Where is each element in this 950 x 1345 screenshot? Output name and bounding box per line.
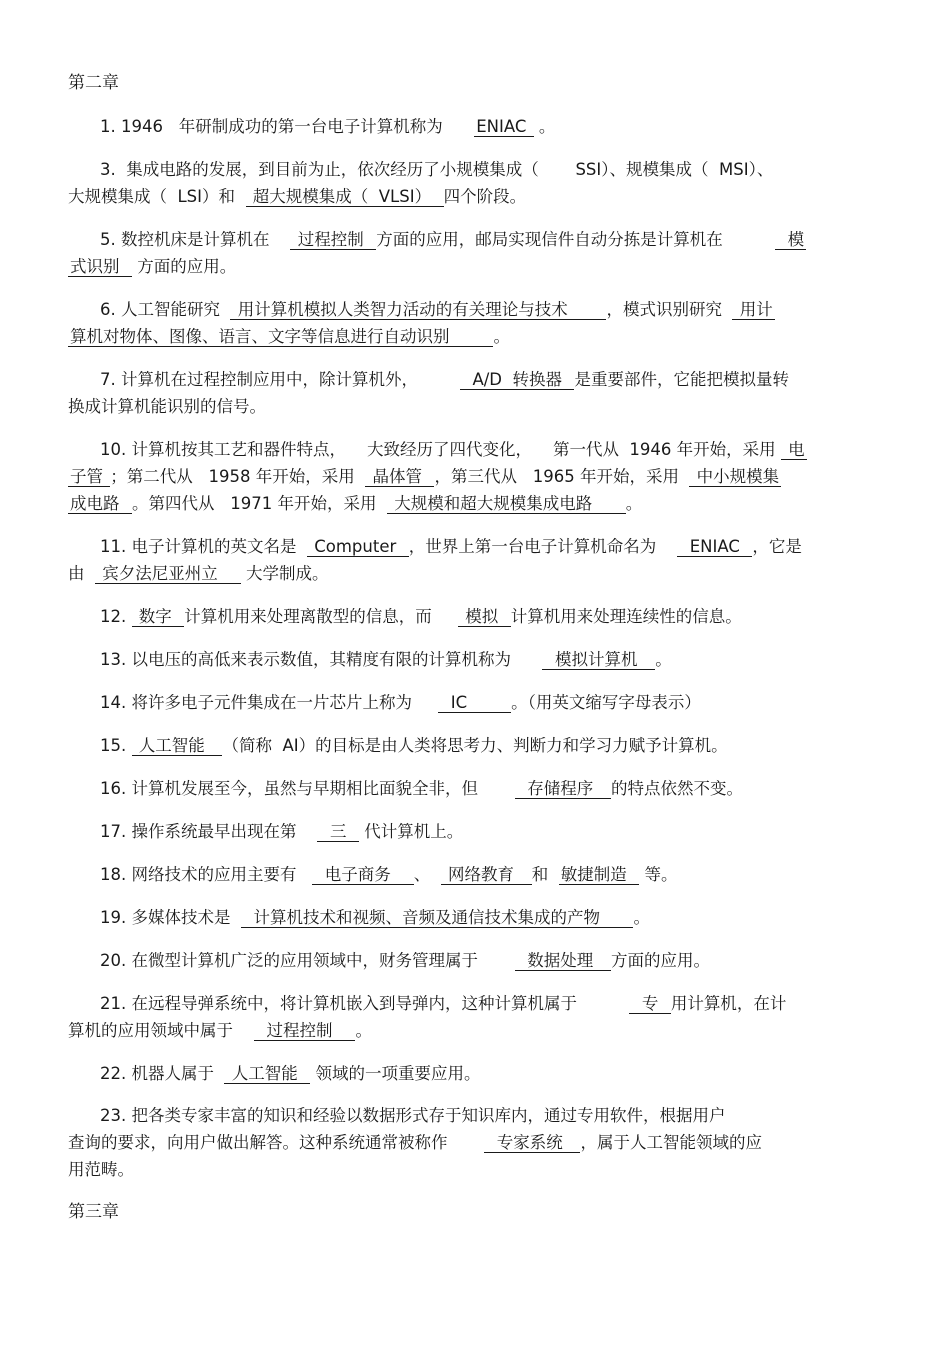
answer-blank: IC bbox=[440, 693, 510, 712]
question-text: 20. 在微型计算机广泛的应用领域中，财务管理属于 bbox=[100, 951, 515, 970]
answer-blank: 用计 bbox=[734, 300, 773, 319]
question-line bbox=[100, 693, 701, 713]
answer-blank: 成电路 bbox=[70, 494, 130, 513]
answer-blank: 人工智能 bbox=[226, 1064, 309, 1083]
question-text: 11. 电子计算机的英文名是 bbox=[100, 537, 307, 556]
question-line bbox=[100, 994, 786, 1014]
question-text: 17. 操作系统最早出现在第 bbox=[100, 822, 318, 841]
question-text: ，世界上第一台电子计算机命名为 bbox=[408, 537, 678, 556]
question-text: 1. 1946 年研制成功的第一台电子计算机称为 bbox=[100, 117, 475, 136]
question-line bbox=[68, 467, 781, 487]
question-text: 方面的应用。 bbox=[610, 951, 710, 970]
answer-blank: 模拟计算机 bbox=[544, 650, 654, 669]
answer-blank: 过程控制 bbox=[292, 230, 375, 249]
question-line bbox=[100, 230, 806, 250]
question-text: ，模式识别研究 bbox=[606, 300, 733, 319]
question-line bbox=[68, 397, 266, 417]
question-line bbox=[100, 951, 710, 971]
question-line bbox=[68, 564, 328, 584]
question-text: 7. 计算机在过程控制应用中，除计算机外， bbox=[100, 370, 460, 389]
answer-blank: 电 bbox=[782, 440, 805, 459]
answer-blank: 计算机技术和视频、音频及通信技术集成的产物 bbox=[242, 908, 632, 927]
question-text: 代计算机上。 bbox=[358, 822, 464, 841]
question-text: 。（用英文缩写字母表示） bbox=[511, 693, 701, 712]
question-text: 计算机用来处理连续性的信息。 bbox=[510, 607, 742, 626]
question-line bbox=[100, 1064, 480, 1084]
answer-blank: 数据处理 bbox=[516, 951, 609, 970]
answer-blank: 专 bbox=[631, 994, 669, 1013]
answer-blank: ENIAC bbox=[679, 537, 751, 556]
question-line bbox=[100, 300, 775, 320]
question-text: 。 bbox=[493, 327, 510, 346]
question-text: 6. 人工智能研究 bbox=[100, 300, 231, 319]
question-text: 方面的应用。 bbox=[132, 257, 237, 276]
question-text: 由 bbox=[68, 564, 95, 583]
answer-blank: 电子商务 bbox=[314, 865, 412, 884]
answer-blank: 专家系统 bbox=[486, 1133, 579, 1152]
question-line bbox=[100, 117, 555, 137]
answer-blank: 算机对物体、图像、语言、文字等信息进行自动识别 bbox=[70, 327, 492, 346]
answer-blank: 模拟 bbox=[459, 607, 509, 626]
question-text: 23. 把各类专家丰富的知识和经验以数据形式存于知识库内，通过专用软件，根据用户 bbox=[100, 1106, 726, 1125]
question-line bbox=[100, 736, 728, 756]
question-text: 14. 将许多电子元件集成在一片芯片上称为 bbox=[100, 693, 439, 712]
question-line bbox=[100, 160, 773, 180]
question-text: 22. 机器人属于 bbox=[100, 1064, 225, 1083]
answer-blank: 敏捷制造 bbox=[560, 865, 638, 884]
question-line bbox=[68, 1133, 762, 1153]
answer-blank: 网络教育 bbox=[442, 865, 530, 884]
question-text: 、 bbox=[413, 865, 441, 884]
question-line bbox=[68, 257, 236, 277]
question-text: 13. 以电压的高低来表示数值，其精度有限的计算机称为 bbox=[100, 650, 543, 669]
answer-blank: 过程控制 bbox=[255, 1021, 354, 1040]
question-text: 换成计算机能识别的信号。 bbox=[68, 397, 266, 416]
question-line bbox=[100, 779, 743, 799]
answer-blank: 晶体管 bbox=[367, 467, 433, 486]
answer-blank: 三 bbox=[319, 822, 357, 841]
chapter-heading: 第三章 bbox=[68, 1202, 119, 1222]
question-text: 用计算机，在计 bbox=[670, 994, 787, 1013]
question-text: 是重要部件，它能把模拟量转 bbox=[574, 370, 789, 389]
answer-blank: 超大规模集成（ VLSI） bbox=[247, 187, 442, 206]
question-text: 。 bbox=[533, 117, 556, 136]
question-text: 大规模集成（ LSI）和 bbox=[68, 187, 246, 206]
question-text: 查询的要求，向用户做出解答。这种系统通常被称作 bbox=[68, 1133, 485, 1152]
question-line bbox=[100, 908, 650, 928]
question-text: ，它是 bbox=[752, 537, 802, 556]
answer-blank: 子管 bbox=[70, 467, 109, 486]
question-text: 19. 多媒体技术是 bbox=[100, 908, 241, 927]
question-line bbox=[68, 494, 642, 514]
question-text: ，属于人工智能领域的应 bbox=[580, 1133, 762, 1152]
question-text: 12. bbox=[100, 607, 132, 626]
answer-blank: 用计算机模拟人类智力活动的有关理论与技术 bbox=[232, 300, 605, 319]
question-line bbox=[100, 537, 802, 557]
question-text: 。 bbox=[355, 1021, 372, 1040]
answer-blank: 中小规模集 bbox=[691, 467, 780, 486]
question-text: ；第二代从 1958 年开始，采用 bbox=[110, 467, 366, 486]
question-text: 15. bbox=[100, 736, 132, 755]
question-text: 16. 计算机发展至今，虽然与早期相比面貌全非，但 bbox=[100, 779, 515, 798]
question-line bbox=[100, 1106, 726, 1126]
answer-blank: 数字 bbox=[133, 607, 183, 626]
answer-blank: Computer bbox=[308, 537, 407, 556]
question-line bbox=[68, 1021, 372, 1041]
question-text: （简称 AI）的目标是由人类将思考力、判断力和学习力赋予计算机。 bbox=[222, 736, 728, 755]
question-line bbox=[100, 650, 672, 670]
question-text: 计算机用来处理离散型的信息，而 bbox=[184, 607, 458, 626]
answer-blank: 模 bbox=[777, 230, 805, 249]
question-text: 等。 bbox=[639, 865, 678, 884]
question-line bbox=[100, 440, 807, 460]
answer-blank: ENIAC bbox=[476, 117, 532, 136]
question-text: ，第三代从 1965 年开始，采用 bbox=[434, 467, 690, 486]
question-text: 。 bbox=[625, 494, 643, 513]
question-text: 。 bbox=[633, 908, 650, 927]
question-line bbox=[68, 327, 510, 347]
chapter-heading: 第二章 bbox=[68, 73, 119, 93]
question-text: 的特点依然不变。 bbox=[610, 779, 743, 798]
question-text: 算机的应用领域中属于 bbox=[68, 1021, 254, 1040]
question-text: 。第四代从 1971 年开始，采用 bbox=[132, 494, 387, 513]
question-line bbox=[100, 607, 742, 627]
question-text: 10. 计算机按其工艺和器件特点， 大致经历了四代变化， 第一代从 1946 年开始，采用 bbox=[100, 440, 781, 459]
question-text: 。 bbox=[655, 650, 672, 669]
answer-blank: 人工智能 bbox=[133, 736, 221, 755]
question-line bbox=[100, 865, 677, 885]
question-line bbox=[68, 187, 526, 207]
answer-blank: 宾夕法尼亚州立 bbox=[97, 564, 239, 583]
answer-blank: 存储程序 bbox=[516, 779, 609, 798]
question-line bbox=[68, 1160, 134, 1180]
question-text: 18. 网络技术的应用主要有 bbox=[100, 865, 313, 884]
question-text: 四个阶段。 bbox=[443, 187, 527, 206]
question-text: 5. 数控机床是计算机在 bbox=[100, 230, 291, 249]
question-text: 和 bbox=[531, 865, 559, 884]
question-line bbox=[100, 822, 463, 842]
question-text: 方面的应用，邮局实现信件自动分拣是计算机在 bbox=[376, 230, 776, 249]
question-text: 领域的一项重要应用。 bbox=[310, 1064, 481, 1083]
question-text: 用范畴。 bbox=[68, 1160, 134, 1179]
question-line bbox=[100, 370, 789, 390]
answer-blank: A/D 转换器 bbox=[461, 370, 573, 389]
answer-blank: 式识别 bbox=[70, 257, 130, 276]
question-text: 21. 在远程导弹系统中，将计算机嵌入到导弹内，这种计算机属于 bbox=[100, 994, 630, 1013]
question-text: 大学制成。 bbox=[240, 564, 329, 583]
answer-blank: 大规模和超大规模集成电路 bbox=[388, 494, 624, 513]
question-text: 3. 集成电路的发展，到目前为止，依次经历了小规模集成（ SSI）、规模集成（ MSI）、 bbox=[100, 160, 774, 179]
